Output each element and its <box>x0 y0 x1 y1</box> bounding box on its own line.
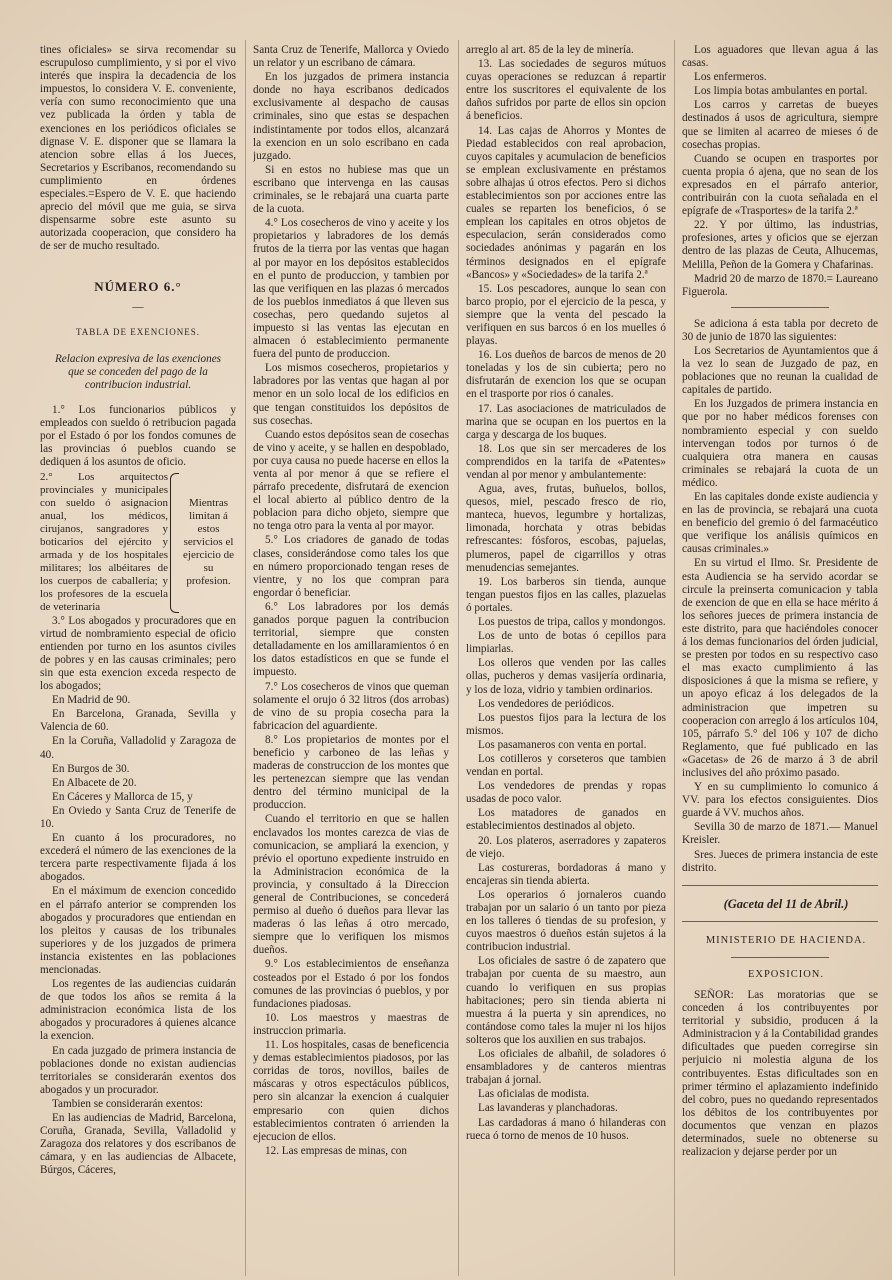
exemption-item-braced <box>40 471 236 615</box>
exemption-item: 11. Los hospitales, casas de beneficencia y demas establecimientos piadosos, por las corridas de toros, novillos, bailes de máscaras y otros espectáculos públicos, pero sin alcanzar la exencion á cualquier empresario con quien dichos establecimientos contraten ó arrienden la ejecucion de ellos. <box>253 1039 449 1143</box>
divider <box>731 957 829 958</box>
paragraph: Los puestos fijos para la lectura de los mismos. <box>466 711 666 737</box>
gaceta-heading: (Gaceta del 11 de Abril.) <box>723 896 849 911</box>
paragraph: Cuando estos depósitos sean de cosechas de vino y aceite, y se hallen en despoblado, por cuya causa no puede hacerse en ellos la venta al por menor á que se refiere el párrafo precedente, disfrutará de exencion el local abierto al público dentro de la poblacion para dicho objeto, siempre que no tenga otro para la venta al por mayor. <box>253 428 449 533</box>
city-limit: En Madrid de 90. <box>52 694 131 707</box>
paragraph: En su virtud el Ilmo. Sr. Presidente de esta Audiencia se ha servido acordar se circule la preinserta comunicacion y tabla de exencion de que en ella se hace mérito á los señores jueces de primera instancia de este distrito, para que haciéndoles conocer á los demas funcionarios del órden judicial, se presten por todos en su respectivo caso el mas exacto cumplimiento á las disposiciones á que la misma se refiere, y un apoyo eficaz á los delegados de la administracion que impetren su cooperacion con arreglo á los artículos 104, 105, párrafo 5.° del 106 y 107 de dicho Reglamento, que fué publicado en las «Gacetas» de 26 de marzo á 3 de abril inclusives del año próximo pasado. <box>682 557 878 779</box>
column-4 <box>682 44 878 1276</box>
exemption-item: 7.° Los cosecheros de vinos que queman solamente el orujo ó 32 litros (dos arrobas) de vino de su propia cosecha para la fabricacion del aguardiente. <box>253 680 449 732</box>
exemption-item: 1.° Los funcionarios públicos y empleados con sueldo ó retribucion pagada por el Estado ó por los fondos comunes de las provincias ó pueblos cuando se dediquen á los asuntos de oficio. <box>40 404 236 469</box>
paragraph: En cada juzgado de primera instancia de poblaciones donde no existan audiencias territoriales se considerarán exentos dos abogados y un procurador. <box>40 1044 236 1096</box>
paragraph: En los Juzgados de primera instancia en que por no haber médicos forenses con nombramiento especial y con sueldo intervengan todos por turnos ó de cualquiera otra manera en causas criminales se rebajará la cuota de un médico. <box>682 398 878 489</box>
exemption-item: 15. Los pescadores, aunque lo sean con barco propio, por el ejercicio de la pesca, y siempre que la venta del pescado la verifiquen en sus barcos ó en los muelles ó playas. <box>466 282 666 348</box>
city-limit: En Burgos de 30. <box>52 762 130 775</box>
paragraph: Tambien se considerarán exentos: <box>52 1097 204 1110</box>
paragraph: Cuando el territorio en que se hallen enclavados los montes carezca de vias de comunicacion, se ampliará la exencion, y prévio el oportuno expediente instruido en la Administracion económica de la provincia, y consultado á la Direccion general de Contribuciones, se concederá permiso al dueño ó dueños para llevar las maderas ó las leñas á otro mercado, siempre que lo verifiquen los mismos dueños. <box>253 813 449 957</box>
paragraph: Los oficiales de sastre ó de zapatero que trabajan por cuenta de su maestro, aun cuando lo verifiquen en sus propias habitaciones; pero sin tienda abierta ni muestra á la puerta y sin aprendices, no contándose como tales la mujer ni los hijos solteros que los auxilien en sus trabajos. <box>466 955 666 1046</box>
exemption-item: 16. Los dueños de barcos de menos de 20 toneladas y los de sin cubierta; pero no disfrutarán de exencion los que se ocupan en el trasporte por rios ó canales. <box>466 349 666 401</box>
divider <box>682 921 878 922</box>
paragraph: Los vendedores de prendas y ropas usadas de poco valor. <box>466 780 666 806</box>
divider <box>731 307 829 308</box>
heading-dash: — <box>132 300 144 313</box>
city-limit: En Oviedo y Santa Cruz de Tenerife de 10. <box>40 804 236 830</box>
paragraph: En el máximum de exencion concedido en el párrafo anterior se comprenden los abogados y procuradores que entiendan en los pleitos y causas de los tribunales superiores y de los juzgados de primera instancia existentes en las poblaciones mencionadas. <box>40 885 236 976</box>
table-title: TABLA DE EXENCIONES. <box>75 326 201 337</box>
paragraph: Cuando se ocupen en trasportes por cuenta propia ó ajena, que no sean de los expresados en el párrafo anterior, contribuirán con la cuota señalada en el epígrafe de «Trasportes» de la tarifa 2.ª <box>682 152 878 218</box>
intro-paragraph: tines oficiales» se sirva recomendar su escrupuloso cumplimiento, y si por el vivo interés que inspira la decadencia de los impuestos, lo considera V. E. conveniente, vería con sumo reconocimiento que una vez publicada la órden y tabla de exenciones en los periódicos oficiales se dignase V. E. disponer que se llamara la atencion sobre ellas á los Jueces, Secretarios y Escribanos, recomendando su cumplimiento en órdenes especiales.=Espero de V. E. que haciendo aprecio del móvil que me guia, se sirva dispensarme sobre este asunto su autorizada cooperacion, que considero ha de ser de mucho resultado. <box>40 44 236 253</box>
city-limit: En Cáceres y Mallorca de 15, y <box>52 790 193 803</box>
paragraph: Los puestos de tripa, callos y mondongos. <box>478 616 666 629</box>
paragraph: Los aguadores que llevan agua á las casas. <box>682 44 878 70</box>
paragraph: Los Secretarios de Ayuntamientos que á la vez lo sean de Juzgado de paz, en poblaciones que no reunan la cualidad de capitales de partido. <box>682 344 878 397</box>
column-divider <box>458 40 459 1276</box>
paragraph: Los de unto de botas ó cepillos para limpiarlas. <box>466 630 666 656</box>
exemption-item: 18. Los que sin ser mercaderes de los comprendidos en la tarifa de «Patentes» vendan al por menor y ambulantemente: <box>466 442 666 481</box>
exemption-item: 12. Las empresas de minas, con <box>265 1144 407 1157</box>
paragraph: Sres. Jueces de primera instancia de este distrito. <box>682 848 878 874</box>
exposition-heading: EXPOSICION. <box>747 968 825 980</box>
column-2 <box>253 44 449 1276</box>
paragraph: Si en estos no hubiese mas que un escribano que intervenga en las causas criminales, se le rebajará una cuarta parte de la cuota. <box>253 163 449 216</box>
paragraph: Los vendedores de periódicos. <box>478 697 615 710</box>
paragraph: Los carros y carretas de bueyes destinados á usos de agricultura, siempre que se limiten al acarreo de mieses ó de cosechas propias. <box>682 99 878 151</box>
paragraph: Los operarios ó jornaleros cuando trabajan por un salario ó un tanto por pieza en los talleres ó tiendas de su profesion, y cuyos maestros ó dueños están sujetos á la contribucion industrial. <box>466 888 666 954</box>
paragraph: Se adiciona á esta tabla por decreto de 30 de junio de 1870 las siguientes: <box>682 317 878 343</box>
signature-line: Sevilla 30 de marzo de 1871.— Manuel Kreisler. <box>682 821 878 847</box>
paragraph: Los pasamaneros con venta en portal. <box>478 738 647 751</box>
exemption-item: 20. Los plateros, aserradores y zapateros de viejo. <box>466 834 666 860</box>
city-limit: En Albacete de 20. <box>52 776 137 789</box>
exemption-item: 17. Las asociaciones de matriculados de marina que se ocupan en los puertos en la carga y descarga de los buques. <box>466 402 666 441</box>
column-divider <box>674 40 675 1276</box>
brace-left-text: 2.° Los arquitectos provinciales y municipales con sueldo ó asignacion anual, los médicos, cirujanos, sangradores y boticarios del ejército y armada y de los hospitales militares; los albéitares de los cuerpos de caballería; y los profesores de la escuela de veterinaria <box>40 470 168 614</box>
exemption-item: 3.° Los abogados y procuradores que en virtud de nombramiento especial de oficio entienden por turno en los asuntos civiles de pobres y en las causas criminales; pero sin que esta exencion exceda respecto de los abogados; <box>40 614 236 693</box>
paragraph: En las audiencias de Madrid, Barcelona, Coruña, Granada, Sevilla, Valladolid y Zaragoza dos relatores y dos escribanos de cámara, y en las audiencias de Albacete, Búrgos, Cáceres, <box>40 1112 236 1177</box>
exemption-item: 22. Y por último, las industrias, profesiones, artes y oficios que se ejerzan dentro de las plazas de Ceuta, Alhucemas, Melilla, Peñon de la Gomera y Chafarinas. <box>682 219 878 271</box>
column-3 <box>466 44 666 1276</box>
exemption-item: 10. Los maestros y maestras de instruccion primaria. <box>253 1011 449 1037</box>
ministry-heading: MINISTERIO DE HACIENDA. <box>705 934 867 946</box>
divider <box>682 885 878 886</box>
exemption-item: 4.° Los cosecheros de vino y aceite y los propietarios y labradores de los demás frutos de la tierra por las ventas que hagan al por mayor en los depósitos establecidos en el punto de produccion, y tambien por las que verifiquen en las plazas ó mercados de los pueblos inmediatos á que lleven sus cosechas, pero quedando sujetos al impuesto si las ventas las ejecutan en almacen ó establecimiento permanente fuera del punto de produccion. <box>253 217 449 361</box>
column-divider <box>245 40 246 1276</box>
paragraph: SEÑOR: Las moratorias que se conceden á los contribuyentes por territorial y subsidio, producen á la Administracion y á la Contabilidad grandes dificultades que pueden corregirse sin perjuicio ni molestia alguna de los contribuyentes. Estas dificultades son en primer término el aplazamiento indefinido del cobro, pues no quedando representados los débitos de los contribuyentes por documentos que venzan en plazos determinados, suele no obtenerse su realizacion y dejarse perder por un <box>682 989 878 1159</box>
paragraph: Las lavanderas y planchadoras. <box>478 1102 618 1115</box>
paragraph: arreglo al art. 85 de la ley de minería. <box>466 44 634 56</box>
paragraph: Los mismos cosecheros, propietarios y labradores por las ventas que hagan al por menor en un solo local de los edificios en que tengan constituidos los depósitos de sus cosechas. <box>253 362 449 427</box>
paragraph: Los oficiales de albañil, de soladores ó ensambladores y de canteros mientras trabajan á jornal. <box>466 1048 666 1087</box>
exemption-item: 8.° Los propietarios de montes por el beneficio y carboneo de las leñas y maderas de construccion de los montes que les pertenezcan siempre que las vendan dentro del término municipal de la produccion. <box>253 733 449 812</box>
paragraph: Los olleros que venden por las calles ollas, pucheros y demas vasijería ordinaria, y los de loza, vidrio y tambien ordinarios. <box>466 657 666 696</box>
exemption-item: 9.° Los establecimientos de enseñanza costeados por el Estado ó por los fondos comunes de las provincias ó pueblos, y por fundaciones piadosas. <box>253 958 449 1010</box>
city-limit: En la Coruña, Valladolid y Zaragoza de 40. <box>40 735 236 761</box>
exemption-item: 14. Las cajas de Ahorros y Montes de Piedad establecidos con real aprobacion, cuyos capitales y acumulacion de beneficios se emplean exclusivamente en préstamos sobre alhajas ú otros efectos. Pero si dichos establecimientos son por acciones entre las cuales se reparten los beneficios, ó se emplean los capitales en otros objetos de especulacion, serán considerados como sociedades anónimas y pagarán en los términos designados en el epígrafe «Bancos» y «Sociedades» de la tarifa 2.ª <box>466 124 666 281</box>
exemption-item: 19. Los barberos sin tienda, aunque tengan puestos fijos en las calles, plazuelas ó portales. <box>466 575 666 614</box>
exemption-item: 6.° Los labradores por los demás ganados porque paguen la contribucion territorial, siempre que consten detalladamente en los amillaramientos ó en los datos estadísticos en que se funde el impuesto. <box>253 600 449 679</box>
paragraph: Los limpia botas ambulantes en portal. <box>694 85 868 98</box>
paragraph: En los juzgados de primera instancia donde no haya escribanos dedicados exclusivamente al despacho de causas criminales, sino que estas se despachen indistintamente por todos ellos, alcanzará la exencion en un solo escribano en cada juzgado. <box>253 71 449 162</box>
exemption-item: 13. Las sociedades de seguros mútuos cuyas operaciones se reduzcan á repartir entre los suscritores el equivalente de los daños sufridos por parte de ellos sin opcion á beneficios. <box>466 58 666 123</box>
signature-line: Madrid 20 de marzo de 1870.= Laureano Figuerola. <box>682 272 878 298</box>
paragraph: Agua, aves, frutas, buñuelos, bollos, quesos, miel, pescado fresco de rio, manteca, huevos, legumbre y hortalizas, limonada, horchata y otras bebidas refrescantes: fósforos, escobas, pajuelas, plumeros, papel de cigarrillos y otras menudencias semejantes. <box>466 483 666 574</box>
brace-symbol <box>170 473 179 613</box>
paragraph: Santa Cruz de Tenerife, Mallorca y Oviedo un relator y un escribano de cámara. <box>253 44 449 70</box>
paragraph: Los regentes de las audiencias cuidarán de que todos los años se remita á la administracion económica lista de los abogados y procuradores á quienes alcance la exencion. <box>40 978 236 1043</box>
city-limit: En Barcelona, Granada, Sevilla y Valencia de 60. <box>40 708 236 734</box>
column-1 <box>40 44 236 1276</box>
paragraph: Las costureras, bordadoras á mano y encajeras sin tienda abierta. <box>466 861 666 887</box>
section-heading: NÚMERO 6.° <box>94 278 182 294</box>
paragraph: Y en su cumplimiento lo comunico á VV. para los efectos consiguientes. Dios guarde á VV. muchos años. <box>682 781 878 820</box>
brace-right-text: Mientras limitan á estos servicios el ejercicio de su profesion. <box>183 496 234 588</box>
exemption-item: 5.° Los criadores de ganado de todas clases, considerándose como tales los que en número proporcionado tengan reses de vientre, y no los que compran para engordar ó beneficiar. <box>253 534 449 599</box>
paragraph: Los matadores de ganados en establecimientos destinados al objeto. <box>466 807 666 833</box>
paragraph: En cuanto á los procuradores, no excederá el número de las exenciones de la tercera parte respectivamente fijada á los abogados. <box>40 832 236 884</box>
paragraph: Las cardadoras á mano ó hilanderas con rueca ó torno de menos de 10 husos. <box>466 1116 666 1142</box>
paragraph: Los enfermeros. <box>694 71 767 84</box>
paragraph: Las oficialas de modista. <box>478 1088 590 1101</box>
paragraph: Los cotilleros y corseteros que tambien vendan en portal. <box>466 752 666 779</box>
paragraph: En las capitales donde existe audiencia y en las de provincia, se rebajará una cuota en beneficio del gremio ó del farmacéutico que verifique los análisis químicos en causas criminales.» <box>682 491 878 556</box>
table-subtitle: Relacion expresiva de las exenciones que se conceden del pago de la contribucion industrial. <box>54 352 222 391</box>
